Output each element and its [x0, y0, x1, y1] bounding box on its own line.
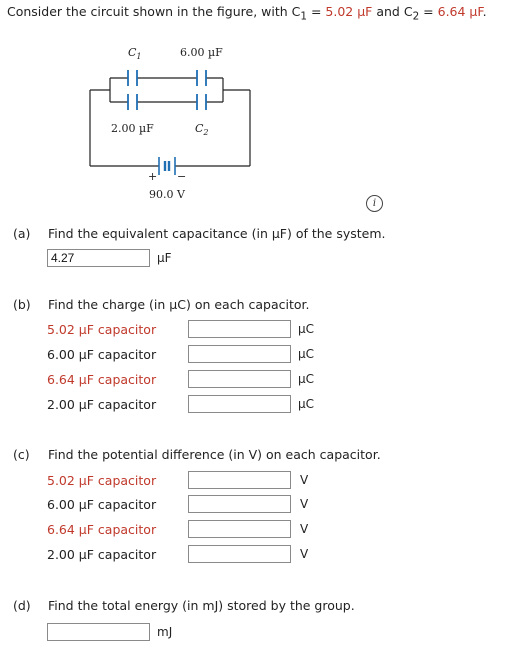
c1-value: 5.02 µF: [325, 4, 373, 19]
part-b-row-label: 6.00 µF capacitor: [47, 347, 157, 362]
part-a-question: [13, 226, 386, 241]
part-c-row-label: 2.00 µF capacitor: [47, 547, 157, 562]
intro-text: Consider the circuit shown in the figure, with C: [7, 4, 301, 19]
part-d-tag: (d): [13, 598, 31, 613]
voltage-unit: V: [300, 547, 309, 561]
label-2uf: 2.00 µF: [111, 122, 154, 135]
voltage-unit: V: [300, 473, 309, 487]
charge-input-2uf[interactable]: [188, 395, 291, 413]
circuit-diagram: [85, 40, 255, 210]
charge-input-c2[interactable]: [188, 370, 291, 388]
info-icon[interactable]: i: [366, 195, 383, 212]
part-a-tag: (a): [13, 226, 31, 241]
part-c-tag: (c): [13, 447, 30, 462]
charge-input-c1[interactable]: [188, 320, 291, 338]
charge-unit: µC: [298, 372, 315, 386]
c1-subscript: 1: [300, 10, 307, 23]
equals-sign-1: =: [307, 4, 326, 19]
label-6uf: 6.00 µF: [180, 46, 223, 59]
label-minus: −: [177, 170, 187, 183]
voltage-input-c2[interactable]: [188, 520, 291, 538]
part-a-text: Find the equivalent capacitance (in µF) of the system.: [48, 226, 386, 241]
voltage-unit: V: [300, 497, 309, 511]
part-d-unit: mJ: [157, 625, 173, 639]
charge-unit: µC: [298, 322, 315, 336]
part-b-row-label: 2.00 µF capacitor: [47, 397, 157, 412]
part-b-row-label: 6.64 µF capacitor: [47, 372, 157, 387]
part-c-row-label: 6.64 µF capacitor: [47, 522, 157, 537]
part-b-row-label: 5.02 µF capacitor: [47, 322, 157, 337]
c2-value: 6.64 µF: [437, 4, 483, 19]
c2-subscript: 2: [412, 10, 420, 23]
part-c-row-label: 6.00 µF capacitor: [47, 497, 157, 512]
part-d-text: Find the total energy (in mJ) stored by the group.: [48, 598, 355, 613]
intro-and-text: and C: [372, 4, 413, 19]
label-voltage: 90.0 V: [149, 188, 185, 201]
label-plus: +: [148, 170, 158, 183]
charge-input-6uf[interactable]: [188, 345, 291, 363]
part-c-row-label: 5.02 µF capacitor: [47, 473, 157, 488]
part-c-question: [13, 447, 381, 462]
label-c1: $C_1$: [128, 46, 142, 61]
charge-unit: µC: [298, 397, 315, 411]
total-energy-input[interactable]: [47, 623, 150, 641]
part-b-tag: (b): [13, 297, 31, 312]
part-a-unit: µF: [157, 251, 172, 265]
part-b-question: [13, 297, 309, 312]
equivalent-capacitance-input[interactable]: [47, 249, 150, 267]
part-d-question: [13, 598, 355, 613]
intro-period: .: [482, 4, 487, 19]
part-c-text: Find the potential difference (in V) on each capacitor.: [48, 447, 381, 462]
part-b-text: Find the charge (in µC) on each capacitor.: [48, 297, 310, 312]
label-c2: $C_2$: [195, 122, 209, 137]
voltage-input-6uf[interactable]: [188, 495, 291, 513]
charge-unit: µC: [298, 347, 315, 361]
battery-symbol: [159, 157, 175, 175]
problem-statement: [7, 4, 487, 23]
voltage-input-2uf[interactable]: [188, 545, 291, 563]
equals-sign-2: =: [419, 4, 438, 19]
voltage-input-c1[interactable]: [188, 471, 291, 489]
voltage-unit: V: [300, 522, 309, 536]
